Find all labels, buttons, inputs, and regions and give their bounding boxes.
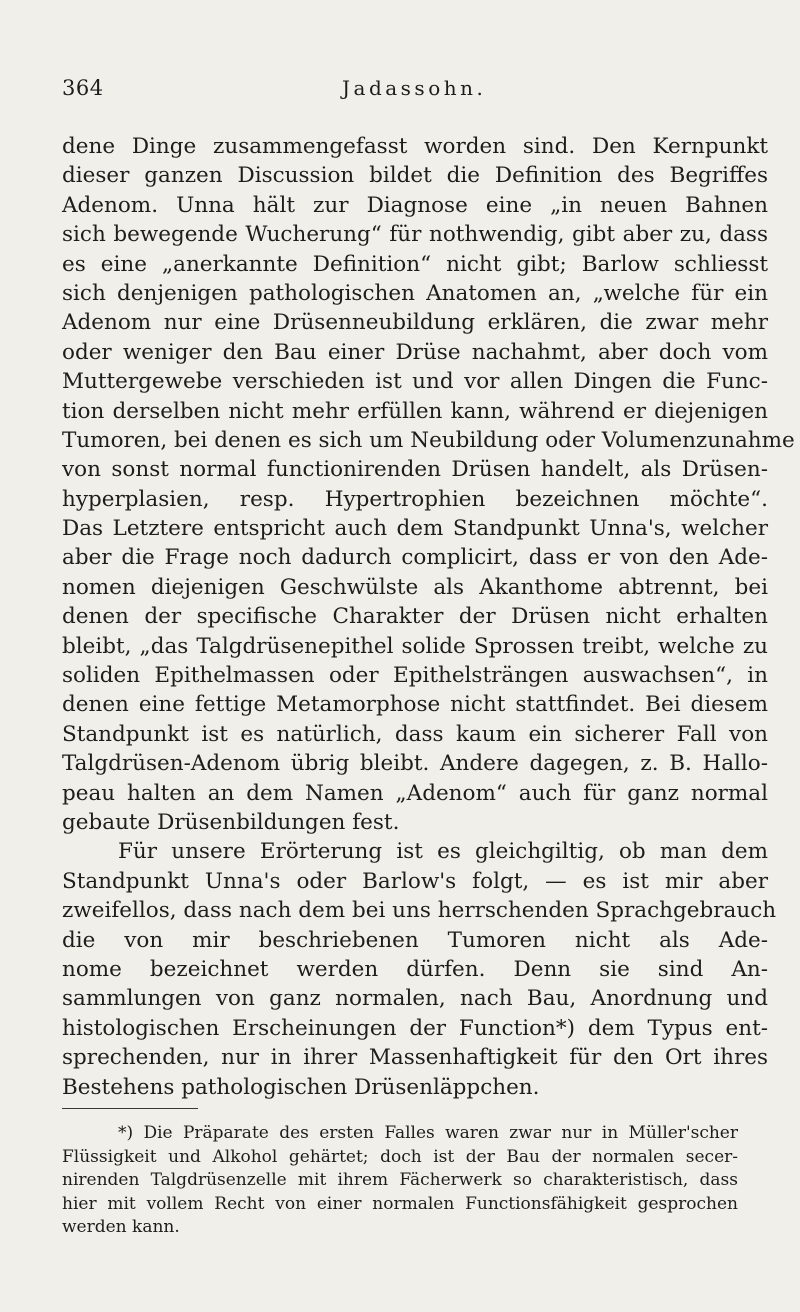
footnote-line: hier mit vollem Recht von einer normalen Functionsfähigkeit gesprochen [62,1193,738,1214]
text-line: sprechenden, nur in ihrer Massenhaftigkeit für den Ort ihres [62,1045,768,1071]
text-line: zweifellos, dass nach dem bei uns herrschenden Sprachgebrauch [62,898,777,924]
text-line: tion derselben nicht mehr erfüllen kann, während er diejenigen [62,398,768,424]
text-line: Adenom nur eine Drüsenneubildung erklären, die zwar mehr [62,310,768,336]
text-line: dene Dinge zusammengefasst worden sind. Den Kernpunkt [62,134,768,159]
text-line: Standpunkt Unna's oder Barlow's folgt, — es ist mir aber [62,868,768,894]
text-line: bleibt, „das Talgdrüsenepithel solide Sprossen treibt, welche zu [62,633,768,659]
text-line: denen eine fettige Metamorphose nicht stattfindet. Bei diesem [62,692,768,718]
text-line: Tumoren, bei denen es sich um Neubildung oder Volumenzunahme [62,427,795,453]
text-line: Adenom. Unna hält zur Diagnose eine „in neuen Bahnen [62,192,768,218]
text-line: Das Letztere entspricht auch dem Standpunkt Unna's, welcher [62,516,768,542]
text-line: die von mir beschriebenen Tumoren nicht als Ade- [62,927,768,953]
paragraph-end-line: Bestehens pathologischen Drüsenläppchen. [62,1074,540,1100]
page-header [62,76,762,108]
text-line: Talgdrüsen-Adenom übrig bleibt. Andere dagegen, z. B. Hallo- [62,751,768,777]
text-line: oder weniger den Bau einer Drüse nachahmt, aber doch vom [62,339,768,365]
footnote-line: nirenden Talgdrüsenzelle mit ihrem Fächerwerk so charakteristisch, dass [62,1170,738,1191]
footnote-line: *) Die Präparate des ersten Falles waren zwar nur in Müller'scher [118,1123,738,1143]
body-text [62,132,795,1102]
text-line: histologischen Erscheinungen der Function*) dem Typus ent- [62,1015,768,1041]
text-line: hyperplasien, resp. Hypertrophien bezeichnen möchte“. [62,486,768,512]
footnote [62,1122,738,1240]
footnote-divider [62,1108,198,1109]
text-line: denen der specifische Charakter der Drüsen nicht erhalten [62,604,768,630]
footnote-line: Flüssigkeit und Alkohol gehärtet; doch ist der Bau der normalen secer- [62,1146,738,1167]
text-line: dieser ganzen Discussion bildet die Definition des Begriffes [62,163,768,189]
text-line: sich bewegende Wucherung“ für nothwendig, gibt aber zu, dass [62,222,768,248]
text-line: Muttergewebe verschieden ist und vor allen Dingen die Func- [62,369,768,395]
running-head: Jadassohn. [342,76,487,100]
text-line: peau halten an dem Namen „Adenom“ auch für ganz normal [62,780,768,806]
text-line: sammlungen von ganz normalen, nach Bau, Anordnung und [62,986,768,1012]
text-line: nomen diejenigen Geschwülste als Akanthome abtrennt, bei [62,574,768,600]
text-line: es eine „anerkannte Definition“ nicht gibt; Barlow schliesst [62,251,768,277]
paragraph-end-line: gebaute Drüsenbildungen fest. [62,809,400,835]
text-line: von sonst normal functionirenden Drüsen handelt, als Drüsen- [62,457,768,483]
text-line: nome bezeichnet werden dürfen. Denn sie sind An- [62,956,768,982]
text-line: aber die Frage noch dadurch complicirt, dass er von den Ade- [62,545,768,571]
page-number: 364 [62,76,104,100]
text-line: Standpunkt ist es natürlich, dass kaum ein sicherer Fall von [62,721,768,747]
text-line: soliden Epithelmassen oder Epithelsträngen auswachsen“, in [62,663,768,689]
paragraph-start-line: Für unsere Erörterung ist es gleichgiltig, ob man dem [118,839,768,865]
text-line: sich denjenigen pathologischen Anatomen an, „welche für ein [62,280,768,306]
footnote-line: werden kann. [62,1217,180,1238]
